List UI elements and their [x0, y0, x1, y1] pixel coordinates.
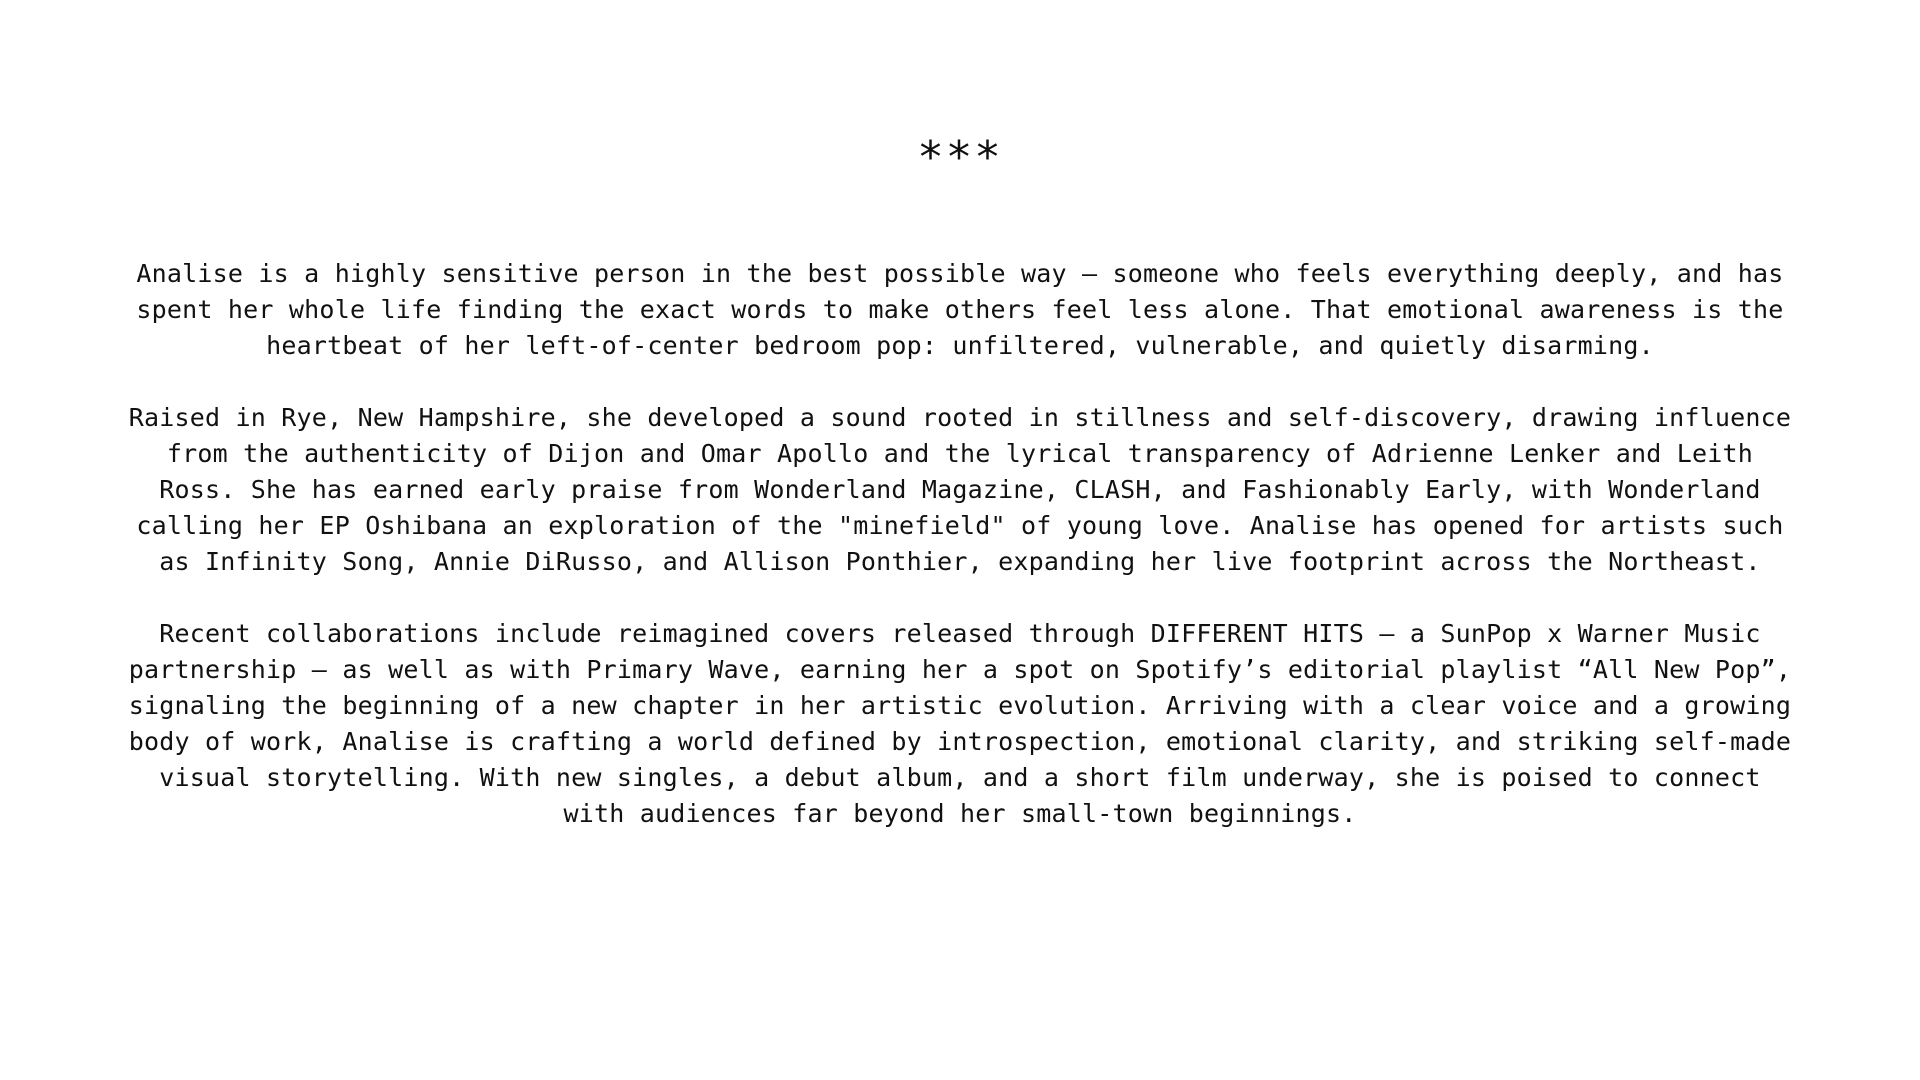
- bio-text: [112, 256, 1808, 868]
- bio-paragraph-recent-work: Recent collaborations include reimagined covers released through DIFFERENT HITS — a SunPop x Warner Music partnership — as well as with Primary Wave, earning her a spot on Spotify’s editorial playlist “All New Pop”, signaling the beginning of a new chapter in her artistic evolution. Arriving with a clear voice and a growing body of work, Analise is crafting a world defined by introspection, emotional clarity, and striking self-made visual storytelling. With new singles, a debut album, and a short film underway, she is poised to connect with audiences far beyond her small-town beginnings.: [128, 619, 1792, 828]
- bio-paragraph-intro: Analise is a highly sensitive person in the best possible way — someone who feels everything deeply, and has spent her whole life finding the exact words to make others feel less alone. That emotional awareness is the heartbeat of her left-of-center bedroom pop: unfiltered, vulnerable, and quietly disarming.: [136, 259, 1784, 360]
- section-divider: ***: [917, 132, 1003, 183]
- bio-paragraph-background: Raised in Rye, New Hampshire, she developed a sound rooted in stillness and self-discovery, drawing influence from the authenticity of Dijon and Omar Apollo and the lyrical transparency of Adrienne Lenker and Leith Ross. She has earned early praise from Wonderland Magazine, CLASH, and Fashionably Early, with Wonderland calling her EP Oshibana an exploration of the "minefield" of young love. Analise has opened for artists such as Infinity Song, Annie DiRusso, and Allison Ponthier, expanding her live footprint across the Northeast.: [128, 403, 1792, 576]
- bio-section: [112, 0, 1808, 1080]
